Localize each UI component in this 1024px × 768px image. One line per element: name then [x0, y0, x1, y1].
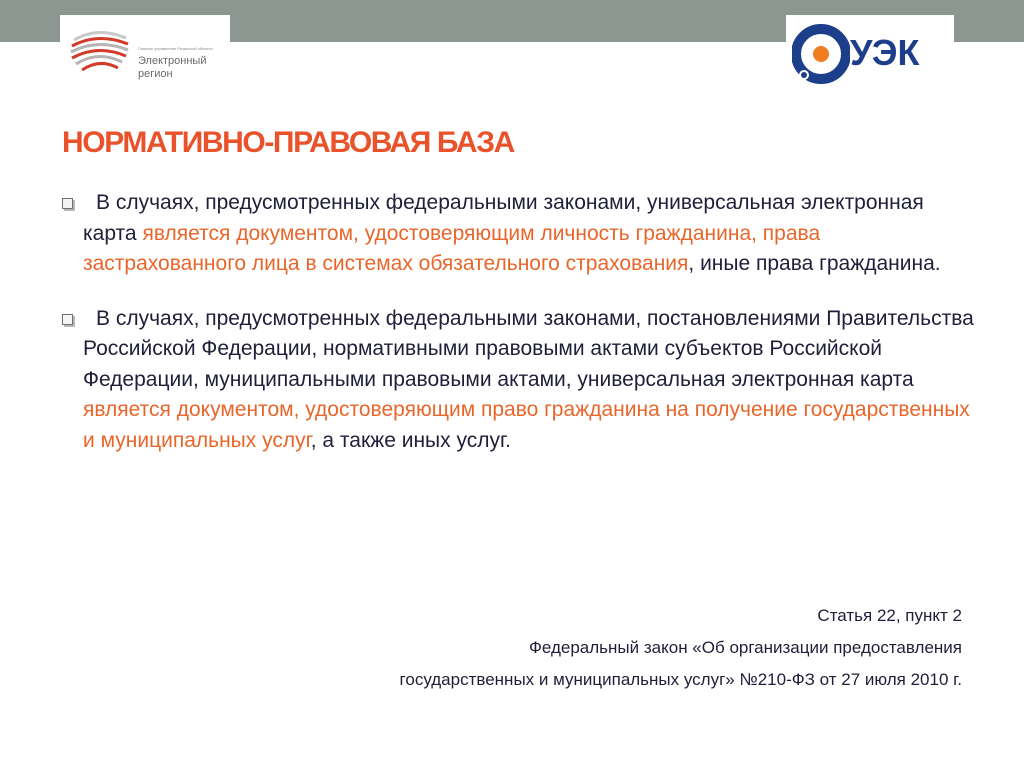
uek-logo: [786, 15, 954, 93]
bullet-text-segment: В случаях, предусмотренных федеральными законами, универсальная электронная карта: [83, 191, 924, 245]
globe-stripes-icon: [68, 24, 134, 82]
bullet-highlight-segment: является документом, удостоверяющим право гражданина на получение государственных и муниципальных услуг: [83, 398, 970, 452]
logo-brand-line1: Электронный: [138, 55, 207, 67]
uek-emblem-icon: [792, 21, 850, 87]
logo-small-caption: Главное управление Рязанской области: [138, 46, 213, 51]
citation-article: Статья 22, пункт 2: [817, 606, 962, 625]
law-citation: [400, 600, 962, 696]
electronic-region-logo: [60, 15, 230, 94]
citation-law-details: государственных и муниципальных услуг» №210-ФЗ от 27 июля 2010 г.: [399, 670, 962, 689]
bullet-highlight-segment: является документом, удостоверяющим личность гражданина, права застрахованного лица в системах обязательного страхования: [83, 221, 821, 275]
bullet-item: [62, 188, 982, 280]
citation-law-title: Федеральный закон «Об организации предоставления: [528, 638, 962, 657]
checkbox-bullet-icon: [62, 314, 73, 325]
logo-brand-text: [138, 55, 228, 81]
bullet-text: [83, 191, 941, 275]
bullet-text-segment: В случаях, предусмотренных федеральными законами, постановлениями Правительства Российской Федерации, нормативными правовыми актами субъектов Российской Федерации, муниципальными правовыми актами, универсальная электронная карта: [83, 306, 974, 391]
checkbox-bullet-icon: [62, 198, 73, 209]
bullet-list: [62, 188, 982, 480]
bullet-text: [83, 307, 974, 452]
bullet-text-segment: , иные права гражданина.: [688, 252, 941, 275]
logo-brand-line2: регион: [138, 68, 173, 80]
uek-logo-text: УЭК: [850, 32, 920, 73]
bullet-item: [62, 304, 982, 457]
bullet-text-segment: , а также иных услуг.: [310, 428, 511, 452]
page-title: НОРМАТИВНО-ПРАВОВАЯ БАЗА: [62, 126, 514, 159]
